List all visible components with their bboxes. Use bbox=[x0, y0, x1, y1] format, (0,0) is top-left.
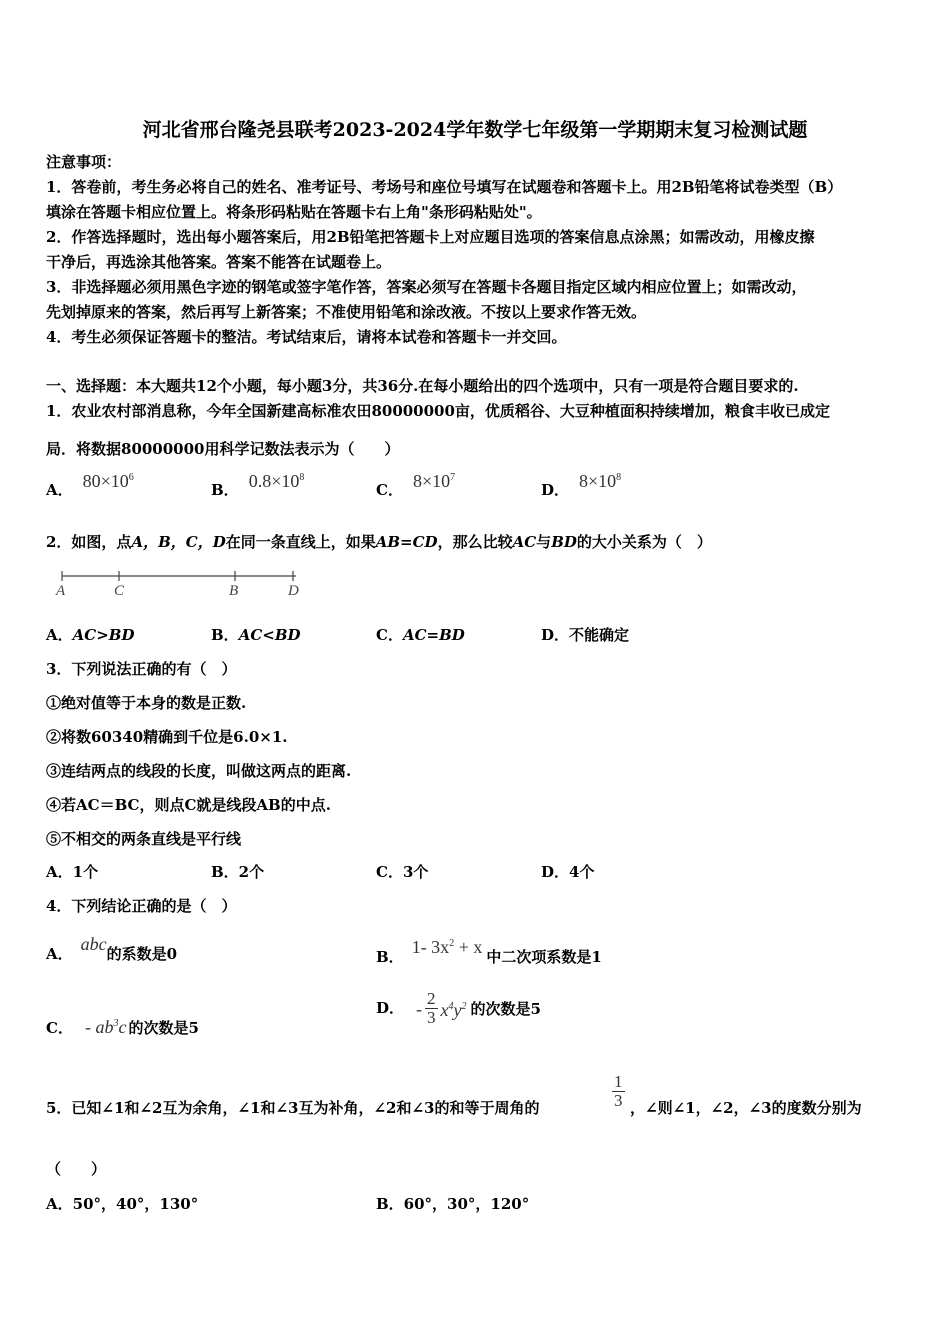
q4-option-d: D． - $\frac{2}{3}$ $x^4y^2$ 的次数是5 bbox=[376, 989, 541, 1027]
q1-option-b: B． $0.8\times 10^8$ bbox=[211, 471, 305, 499]
q3-item: ④若AC＝BC，则点C就是线段AB的中点. bbox=[46, 796, 331, 814]
q4-b-math: 1- $3x^2 + x$ bbox=[411, 937, 483, 957]
section-heading: 一、选择题：本大题共12个小题，每小题3分，共36分.在每小题给出的四个选项中，只有一项是符合题目要求的. bbox=[46, 377, 799, 395]
q5-option-a: A．50°，40°，130° bbox=[46, 1195, 199, 1213]
q2-option-b: B．AC<BD bbox=[211, 626, 301, 644]
q2-option-d: D．不能确定 bbox=[541, 626, 630, 644]
q5-fraction: $\frac{1}{3}$ bbox=[614, 1072, 623, 1110]
label-a: A bbox=[56, 583, 66, 599]
q1-d-math: 8×10 bbox=[579, 471, 617, 491]
q1-a-math: 80×10 bbox=[82, 471, 129, 491]
q4-option-a: A． abc的系数是0 bbox=[46, 934, 178, 963]
notice-line: 1．答卷前，考生务必将自己的姓名、准考证号、考场号和座位号填写在试题卷和答题卡上。用2B铅笔将试卷类型（B） bbox=[46, 178, 843, 196]
q3-option-a: A．1个 bbox=[46, 863, 99, 881]
q1-b-math: 0.8×10 bbox=[248, 471, 300, 491]
q3-item: ③连结两点的线段的长度，叫做这两点的距离. bbox=[46, 762, 352, 780]
q3-item: ①绝对值等于本身的数是正数. bbox=[46, 694, 247, 712]
q3-item: ⑤不相交的两条直线是平行线 bbox=[46, 830, 242, 848]
q3-option-d: D．4个 bbox=[541, 863, 595, 881]
notice-line: 2．作答选择题时，选出每小题答案后，用2B铅笔把答题卡上对应题目选项的答案信息点涂黑；如需改动，用橡皮擦 bbox=[46, 228, 815, 246]
q4-d-math: - $\frac{2}{3}$ $x^4y^2$ bbox=[416, 989, 467, 1027]
q1-option-d: D． $8\times 10^8$ bbox=[541, 471, 622, 499]
q4-option-c: C． - $ab^3c$ 的次数是5 bbox=[46, 1017, 199, 1037]
label-d: D bbox=[288, 583, 299, 599]
q3-stem: 3．下列说法正确的有（ ） bbox=[46, 660, 237, 678]
q3-item: ②将数60340精确到千位是6.0×1. bbox=[46, 728, 288, 746]
q5-stem-pre: 5．已知∠1和∠2互为余角，∠1和∠3互为补角，∠2和∠3的和等于周角的 bbox=[46, 1099, 540, 1117]
label-b: B bbox=[229, 583, 239, 599]
page-title: 河北省邢台隆尧县联考2023-2024学年数学七年级第一学期期末复习检测试题 bbox=[142, 119, 808, 141]
label-c: C bbox=[114, 583, 125, 599]
notice-line: 填涂在答题卡相应位置上。将条形码粘贴在答题卡右上角"条形码粘贴处"。 bbox=[46, 203, 542, 221]
q1-stem-line1: 1．农业农村部消息称，今年全国新建高标准农田80000000亩，优质稻谷、大豆种植面积持续增加，粮食丰收已成定 bbox=[46, 402, 830, 420]
notice-line: 干净后，再选涂其他答案。答案不能答在试题卷上。 bbox=[46, 253, 392, 271]
notice-line: 3．非选择题必须用黑色字迹的钢笔或签字笔作答，答案必须写在答题卡各题目指定区域内相应位置上；如需改动， bbox=[46, 278, 807, 296]
q1-stem-line2: 局．将数据80000000用科学记数法表示为（ ） bbox=[46, 440, 400, 458]
notice-heading: 注意事项： bbox=[46, 153, 122, 171]
q4-stem: 4．下列结论正确的是（ ） bbox=[46, 897, 237, 915]
q2-stem: 2．如图，点A，B，C，D在同一条直线上，如果AB=CD，那么比较AC与BD的大小关系为（ ） bbox=[46, 533, 712, 551]
notice-line: 先划掉原来的答案，然后再写上新答案；不准使用铅笔和涂改液。不按以上要求作答无效。 bbox=[46, 303, 647, 321]
q1-c-math: 8×10 bbox=[412, 471, 451, 491]
q3-option-b: B．2个 bbox=[211, 863, 265, 881]
q4-c-math: - $ab^3c$ bbox=[84, 1017, 127, 1037]
q2-option-a: A．AC>BD bbox=[46, 626, 135, 644]
line-segment-diagram bbox=[50, 565, 310, 601]
q2-option-c: C．AC=BD bbox=[376, 626, 465, 644]
notice-line: 4．考生必须保证答题卡的整洁。考试结束后，请将本试卷和答题卡一并交回。 bbox=[46, 328, 567, 346]
q4-a-math: abc bbox=[80, 934, 107, 954]
q5-answer-paren: （ ） bbox=[46, 1160, 107, 1178]
q4-option-b: B． 1- $3x^2 + x$ 中二次项系数是1 bbox=[376, 937, 602, 966]
q1-option-a: A． $80\times 10^6$ bbox=[46, 471, 134, 499]
q5-stem-post: ，∠则∠1，∠2，∠3的度数分别为 bbox=[630, 1099, 862, 1117]
q3-option-c: C．3个 bbox=[376, 863, 429, 881]
q5-option-b: B．60°，30°，120° bbox=[376, 1195, 530, 1213]
q1-option-c: C． $8\times 10^7$ bbox=[376, 471, 456, 499]
